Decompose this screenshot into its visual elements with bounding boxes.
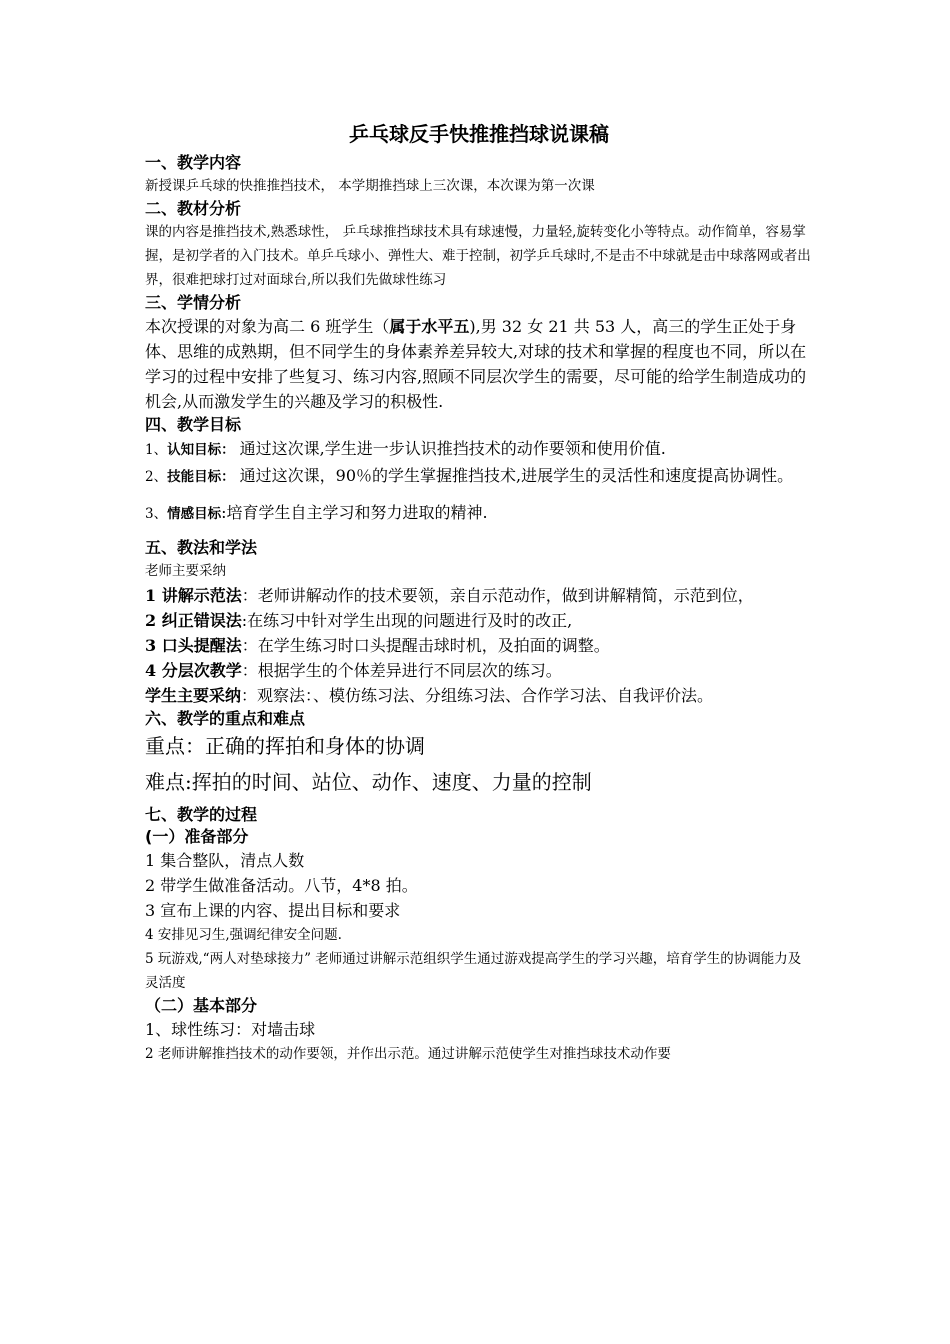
goal-2	[145, 463, 813, 490]
part-1-heading: (一）准备部分	[145, 827, 249, 846]
goal-2-text: 通过这次课，90％的学生掌握推挡技术,进展学生的灵活性和速度提高协调性。	[234, 466, 794, 485]
method-4	[145, 658, 813, 683]
section-5-heading: 五、教法和学法	[145, 538, 258, 557]
prep-item-5: 5 玩游戏,“两人对垫球接力” 老师通过讲解示范组织学生通过游戏提高学生的学习兴趣，培育学生的协调能力及灵活度	[145, 951, 802, 991]
method-4-text: ：根据学生的个体差异进行不同层次的练习。	[241, 661, 562, 680]
method-1-text: ：老师讲解动作的技术要领，亲自示范动作，做到讲解精简，示范到位，	[241, 586, 754, 605]
section-3-heading: 三、学情分析	[145, 293, 242, 312]
method-1-label: 1 讲解示范法	[145, 586, 242, 605]
method-5-text: ：观察法：、模仿练习法、分组练习法、合作学习法、自我评价法。	[241, 686, 714, 705]
section-2-heading: 二、教材分析	[145, 199, 242, 218]
goal-2-num: 2、	[145, 469, 168, 485]
goal-1-num: 1、	[145, 442, 168, 458]
goal-2-label: 技能目标：	[167, 469, 235, 485]
method-3	[145, 633, 813, 658]
basic-item-1: 1、球性练习：对墙击球	[145, 1020, 316, 1039]
method-2-text: :在练习中针对学生出现的问题进行及时的改正,	[241, 611, 573, 630]
method-5	[145, 683, 813, 708]
spacer	[145, 527, 813, 537]
section-2-text: 课的内容是推挡技术,熟悉球性， 乒乓球推挡球技术具有球速慢，力量轻,旋转变化小等特点。动作简单，容易掌握，是初学者的入门技术。单乒乓球小、弹性大、难于控制，初学乒乓球时,不是击不中球就是击中球落网或者出界，很难把球打过对面球台,所以我们先做球性练习	[145, 224, 811, 288]
section-3-text-a: 本次授课的对象为高二 6 班学生（	[145, 317, 390, 336]
section-1-heading: 一、教学内容	[145, 153, 242, 172]
key-point: 重点：正确的挥拍和身体的协调	[145, 734, 425, 758]
difficult-point: 难点:挥拍的时间、站位、动作、速度、力量的控制	[145, 770, 592, 794]
goal-1	[145, 436, 813, 463]
method-4-label: 4 分层次教学	[145, 661, 242, 680]
section-3-text-bold: 属于水平五	[389, 317, 470, 336]
method-2	[145, 608, 813, 633]
method-intro: 老师主要采纳	[145, 563, 226, 579]
prep-item-1: 1 集合整队，清点人数	[145, 851, 305, 870]
section-4-heading: 四、教学目标	[145, 415, 242, 434]
basic-item-2: 2 老师讲解推挡技术的动作要领，并作出示范。通过讲解示范使学生对推挡球技术动作要	[145, 1046, 671, 1062]
section-3-text-b: ),男 32 女 21 共 53 人，高三的学生正处于身体、思维的成熟期，但不同学生的身体素养差异较大,对球的技术和掌握的程度也不同，所以在学习的过程中安排了些复习、练习内容,照顾不同层次学生的需要，尽可能的给学生制造成功的机会,从而激发学生的兴趣及学习的积极性.	[145, 317, 807, 411]
goal-3-text: :培育学生自主学习和努力进取的精神.	[221, 503, 488, 522]
prep-item-4: 4 安排见习生,强调纪律安全问题.	[145, 927, 342, 943]
method-3-text: ：在学生练习时口头提醒击球时机，及拍面的调整。	[241, 636, 610, 655]
goal-3	[145, 500, 813, 527]
goal-1-text: 通过这次课,学生进一步认识推挡技术的动作要领和使用价值.	[234, 439, 666, 458]
goal-3-num: 3、	[145, 506, 168, 522]
method-3-label: 3 口头提醒法	[145, 636, 242, 655]
method-5-label: 学生主要采纳	[145, 686, 242, 705]
part-2-heading: （二）基本部分	[145, 996, 258, 1015]
prep-item-2: 2 带学生做准备活动。八节，4*8 拍。	[145, 876, 418, 895]
method-2-label: 2 纠正错误法	[145, 611, 242, 630]
prep-item-3: 3 宣布上课的内容、提出目标和要求	[145, 901, 401, 920]
section-3-text	[145, 314, 813, 414]
document-title: 乒乓球反手快推推挡球说课稿	[349, 122, 609, 146]
method-1	[145, 583, 813, 608]
section-1-text: 新授课乒乓球的快推推挡技术， 本学期推挡球上三次课，本次课为第一次课	[145, 178, 595, 194]
goal-3-label: 情感目标	[167, 506, 222, 522]
goal-1-label: 认知目标：	[167, 442, 235, 458]
spacer	[145, 490, 813, 500]
section-7-heading: 七、教学的过程	[145, 805, 258, 824]
section-6-heading: 六、教学的重点和难点	[145, 709, 306, 728]
document-body	[145, 118, 813, 1066]
